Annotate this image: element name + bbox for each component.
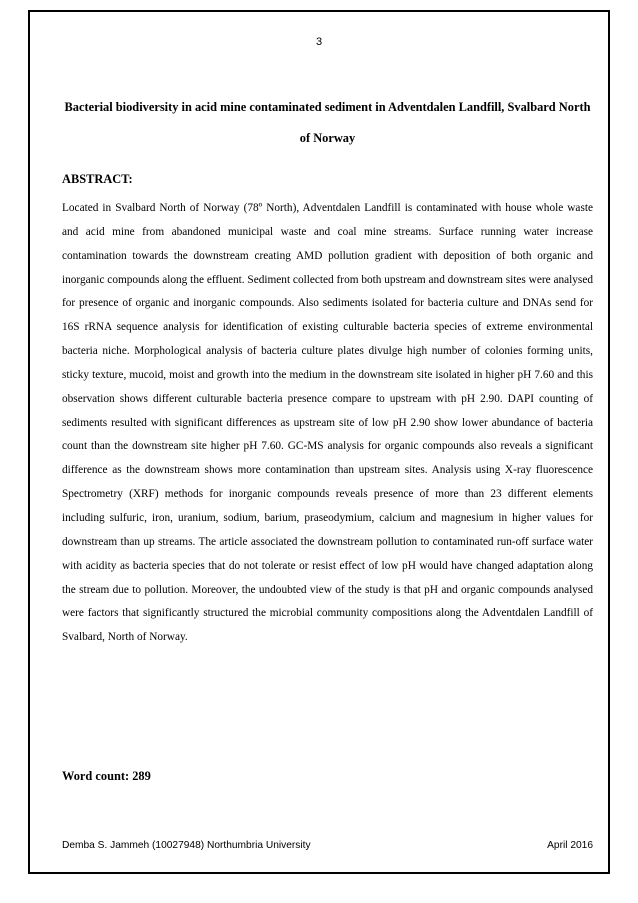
- abstract-heading: ABSTRACT:: [62, 172, 133, 186]
- paper-title: Bacterial biodiversity in acid mine contaminated sediment in Adventdalen Landfill, Svalbard North of Norway: [64, 100, 591, 145]
- word-count: Word count: 289: [62, 769, 151, 783]
- footer-date: April 2016: [547, 840, 593, 851]
- abstract-body: Located in Svalbard North of Norway (78º North), Adventdalen Landfill is contaminated with house whole waste and acid mine from abandoned municipal waste and coal mine streams. Surface running water increase contamination towards the downstream creating AMD pollution gradient with deposition of both organic and inorganic compounds along the effluent. Sediment collected from both upstream and downstream sites were analysed for presence of organic and inorganic compounds. Also sediments isolated for bacteria culture and DNAs send for 16S rRNA sequence analysis for identification of existing culturable bacteria species of extreme environmental bacteria niche. Morphological analysis of bacteria culture plates divulge high number of colonies forming units, sticky texture, mucoid, moist and growth into the medium in the downstream site isolated in higher pH 7.60 and this observation shows different culturable bacteria presence compare to upstream with pH 2.90. DAPI counting of sediments resulted with significant differences as upstream site of low pH 2.90 show lower abundance of bacteria count than the downstream site higher pH 7.60. GC-MS analysis for organic compounds also reveals a significant difference as the downstream shows more contamination than upstream sites. Analysis using X-ray fluorescence Spectrometry (XRF) methods for inorganic compounds reveals presence of more than 23 different elements including sulfuric, iron, uranium, sodium, barium, praseodymium, calcium and magnesium in higher values for downstream than up streams. The article associated the downstream pollution to contaminated run-off surface water with acidity as bacteria species that do not tolerate or resist effect of low pH would have changed adaptation along the stream due to pollution. Moreover, the undoubted view of the study is that pH and organic compounds analysed were factors that significantly structured the microbial community compositions along the Adventdalen Landfill of Svalbard, North of Norway.: [62, 202, 593, 644]
- page-number: 3: [315, 36, 323, 48]
- footer-author: Demba S. Jammeh (10027948) Northumbria University: [62, 840, 311, 851]
